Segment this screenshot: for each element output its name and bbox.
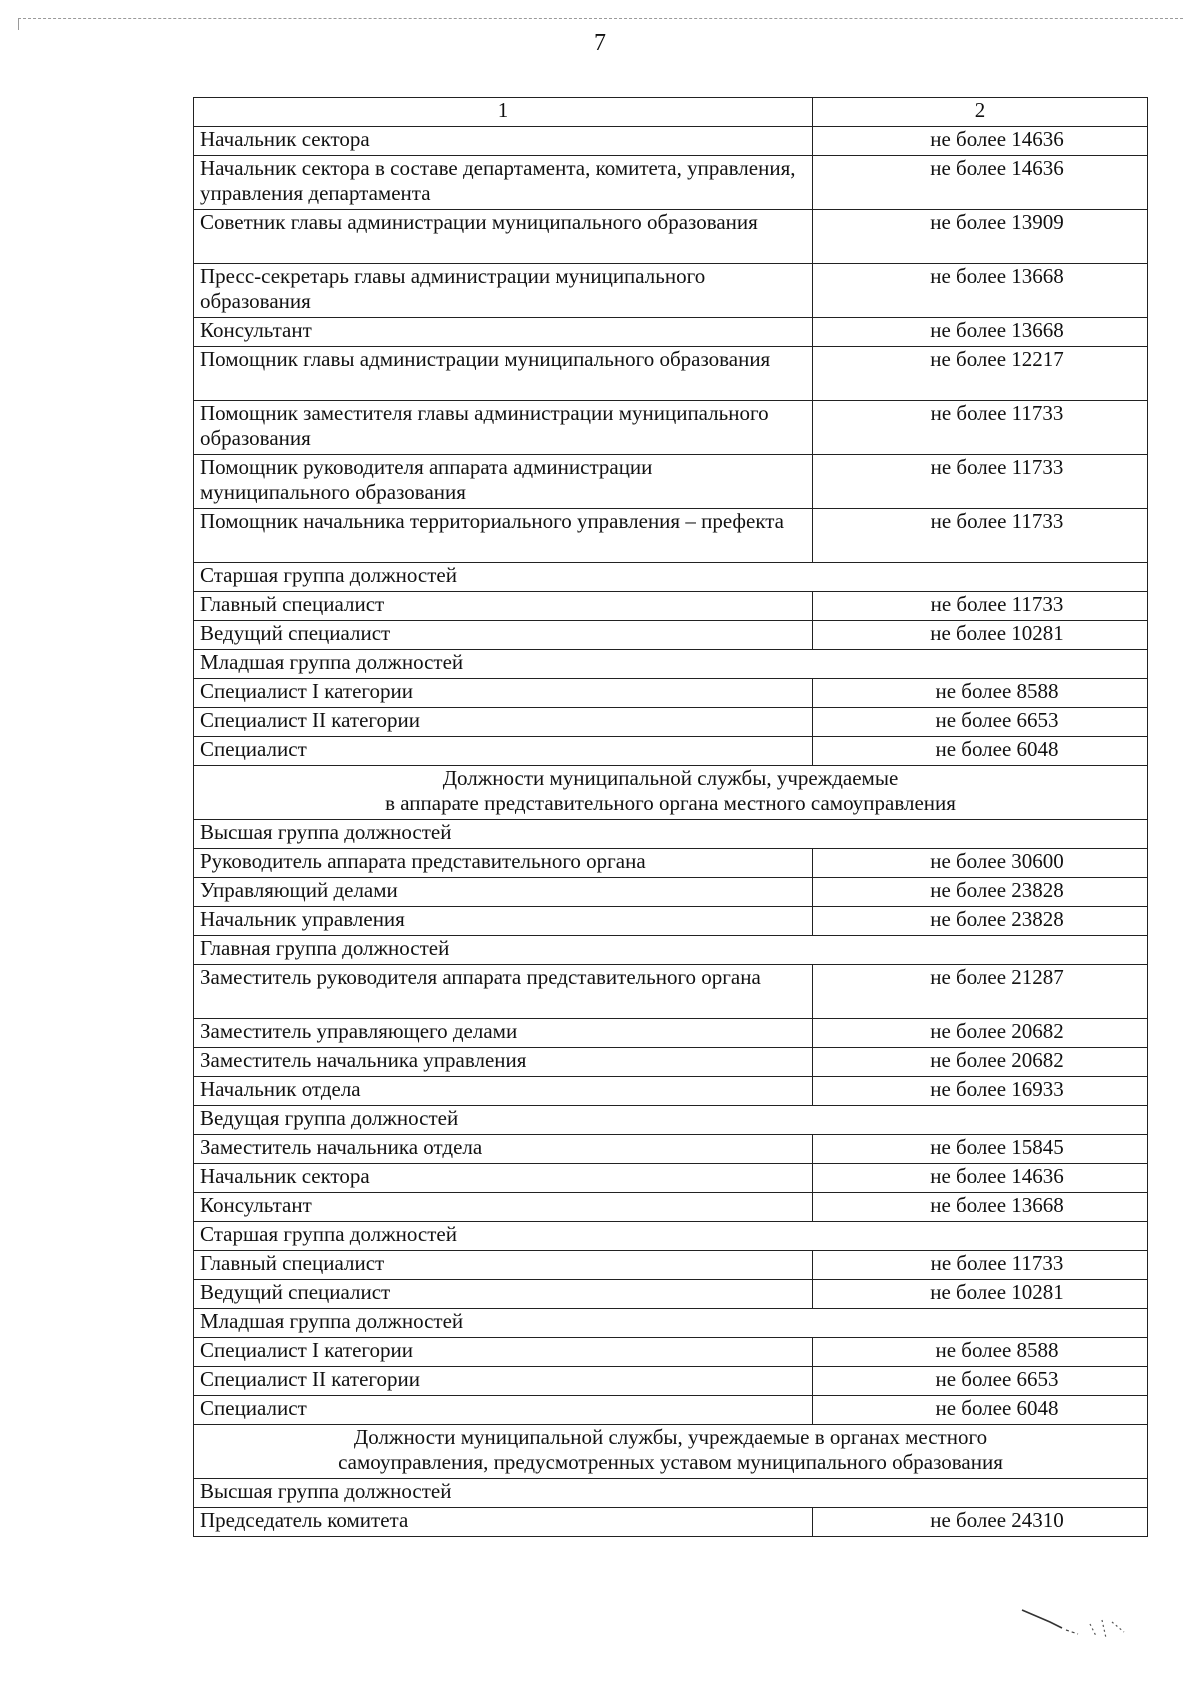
group-heading-row — [194, 1309, 1148, 1338]
position-name-cell: Заместитель руководителя аппарата представительного органа — [194, 965, 813, 1019]
position-name-cell: Специалист — [194, 737, 813, 766]
section-heading — [194, 766, 1148, 820]
group-heading-row — [194, 1479, 1148, 1508]
table-header-row — [194, 98, 1148, 127]
table-row — [194, 1135, 1148, 1164]
salary-limit-cell: не более 6653 — [813, 1367, 1148, 1396]
page-number: 7 — [594, 30, 606, 56]
table-row — [194, 679, 1148, 708]
table-row — [194, 849, 1148, 878]
group-heading-row — [194, 563, 1148, 592]
position-name-cell: Специалист II категории — [194, 1367, 813, 1396]
group-heading-row — [194, 1222, 1148, 1251]
table-row — [194, 156, 1148, 210]
position-name-cell: Председатель комитета — [194, 1508, 813, 1537]
section-heading-line: Должности муниципальной службы, учреждаемые в органах местного — [353, 1425, 988, 1449]
group-heading: Высшая группа должностей — [194, 1479, 1148, 1508]
salary-limit-cell: не более 13668 — [813, 264, 1148, 318]
position-name-cell: Консультант — [194, 318, 813, 347]
group-heading: Старшая группа должностей — [194, 563, 1148, 592]
table-row — [194, 318, 1148, 347]
salary-limit-cell: не более 23828 — [813, 878, 1148, 907]
position-name-cell: Начальник сектора в составе департамента, комитета, управления, управления департамента — [194, 156, 813, 210]
position-name-cell: Заместитель управляющего делами — [194, 1019, 813, 1048]
salary-table — [193, 97, 1148, 1537]
signature-scribble-mark — [1020, 1602, 1140, 1652]
group-heading-row — [194, 820, 1148, 849]
position-name-cell: Начальник сектора — [194, 1164, 813, 1193]
position-name-cell: Пресс-секретарь главы администрации муниципального образования — [194, 264, 813, 318]
group-heading: Высшая группа должностей — [194, 820, 1148, 849]
position-name-cell: Начальник отдела — [194, 1077, 813, 1106]
position-name-cell: Заместитель начальника отдела — [194, 1135, 813, 1164]
salary-limit-cell: не более 6048 — [813, 1396, 1148, 1425]
section-heading-line: Должности муниципальной службы, учреждаемые — [442, 766, 899, 790]
group-heading: Младшая группа должностей — [194, 650, 1148, 679]
table-row — [194, 621, 1148, 650]
salary-limit-cell: не более 23828 — [813, 907, 1148, 936]
section-heading-row — [194, 766, 1148, 820]
salary-limit-cell: не более 6048 — [813, 737, 1148, 766]
position-name-cell: Специалист I категории — [194, 679, 813, 708]
table-row — [194, 1367, 1148, 1396]
column-header-salary: 2 — [813, 98, 1148, 127]
scan-edge-line — [18, 18, 1183, 19]
salary-limit-cell: не более 10281 — [813, 621, 1148, 650]
position-name-cell: Заместитель начальника управления — [194, 1048, 813, 1077]
position-name-cell: Помощник главы администрации муниципального образования — [194, 347, 813, 401]
salary-limit-cell: не более 12217 — [813, 347, 1148, 401]
position-name-cell: Управляющий делами — [194, 878, 813, 907]
table-row — [194, 1048, 1148, 1077]
table-row — [194, 455, 1148, 509]
section-heading-line: самоуправления, предусмотренных уставом муниципального образования — [338, 1450, 1003, 1474]
table-row — [194, 708, 1148, 737]
position-name-cell: Специалист — [194, 1396, 813, 1425]
table-row — [194, 127, 1148, 156]
salary-limit-cell: не более 13668 — [813, 1193, 1148, 1222]
table-row — [194, 509, 1148, 563]
section-heading — [194, 1425, 1148, 1479]
salary-limit-cell: не более 16933 — [813, 1077, 1148, 1106]
column-header-position: 1 — [194, 98, 813, 127]
table-row — [194, 737, 1148, 766]
table-row — [194, 1164, 1148, 1193]
salary-limit-cell: не более 14636 — [813, 156, 1148, 210]
position-name-cell: Руководитель аппарата представительного органа — [194, 849, 813, 878]
salary-limit-cell: не более 11733 — [813, 1251, 1148, 1280]
salary-limit-cell: не более 21287 — [813, 965, 1148, 1019]
salary-limit-cell: не более 14636 — [813, 1164, 1148, 1193]
position-name-cell: Помощник руководителя аппарата администрации муниципального образования — [194, 455, 813, 509]
position-name-cell: Главный специалист — [194, 592, 813, 621]
salary-limit-cell: не более 11733 — [813, 592, 1148, 621]
table-row — [194, 965, 1148, 1019]
table-body — [194, 127, 1148, 1537]
group-heading: Ведущая группа должностей — [194, 1106, 1148, 1135]
salary-limit-cell: не более 8588 — [813, 679, 1148, 708]
section-heading-line: в аппарате представительного органа местного самоуправления — [385, 791, 956, 815]
table-row — [194, 1508, 1148, 1537]
position-name-cell: Ведущий специалист — [194, 621, 813, 650]
position-name-cell: Советник главы администрации муниципального образования — [194, 210, 813, 264]
group-heading: Старшая группа должностей — [194, 1222, 1148, 1251]
table-row — [194, 1280, 1148, 1309]
salary-limit-cell: не более 20682 — [813, 1019, 1148, 1048]
table-row — [194, 1338, 1148, 1367]
table-row — [194, 1251, 1148, 1280]
table-row — [194, 1077, 1148, 1106]
salary-limit-cell: не более 20682 — [813, 1048, 1148, 1077]
salary-limit-cell: не более 13668 — [813, 318, 1148, 347]
table-row — [194, 592, 1148, 621]
salary-limit-cell: не более 24310 — [813, 1508, 1148, 1537]
salary-limit-cell: не более 15845 — [813, 1135, 1148, 1164]
group-heading-row — [194, 936, 1148, 965]
position-name-cell: Главный специалист — [194, 1251, 813, 1280]
salary-limit-cell: не более 11733 — [813, 455, 1148, 509]
table-row — [194, 401, 1148, 455]
position-name-cell: Помощник начальника территориального управления – префекта — [194, 509, 813, 563]
table-row — [194, 1193, 1148, 1222]
group-heading: Главная группа должностей — [194, 936, 1148, 965]
table-row — [194, 878, 1148, 907]
table-row — [194, 1396, 1148, 1425]
table-row — [194, 264, 1148, 318]
position-name-cell: Специалист II категории — [194, 708, 813, 737]
position-name-cell: Помощник заместителя главы администрации муниципального образования — [194, 401, 813, 455]
salary-limit-cell: не более 30600 — [813, 849, 1148, 878]
salary-limit-cell: не более 8588 — [813, 1338, 1148, 1367]
group-heading-row — [194, 650, 1148, 679]
table-row — [194, 347, 1148, 401]
position-name-cell: Начальник управления — [194, 907, 813, 936]
salary-limit-cell: не более 10281 — [813, 1280, 1148, 1309]
table-row — [194, 1019, 1148, 1048]
salary-limit-cell: не более 13909 — [813, 210, 1148, 264]
position-name-cell: Консультант — [194, 1193, 813, 1222]
section-heading-row — [194, 1425, 1148, 1479]
salary-limit-cell: не более 14636 — [813, 127, 1148, 156]
table-row — [194, 210, 1148, 264]
group-heading-row — [194, 1106, 1148, 1135]
salary-limit-cell: не более 11733 — [813, 509, 1148, 563]
position-name-cell: Начальник сектора — [194, 127, 813, 156]
position-name-cell: Специалист I категории — [194, 1338, 813, 1367]
group-heading: Младшая группа должностей — [194, 1309, 1148, 1338]
table-row — [194, 907, 1148, 936]
salary-limit-cell: не более 6653 — [813, 708, 1148, 737]
salary-limit-cell: не более 11733 — [813, 401, 1148, 455]
position-name-cell: Ведущий специалист — [194, 1280, 813, 1309]
